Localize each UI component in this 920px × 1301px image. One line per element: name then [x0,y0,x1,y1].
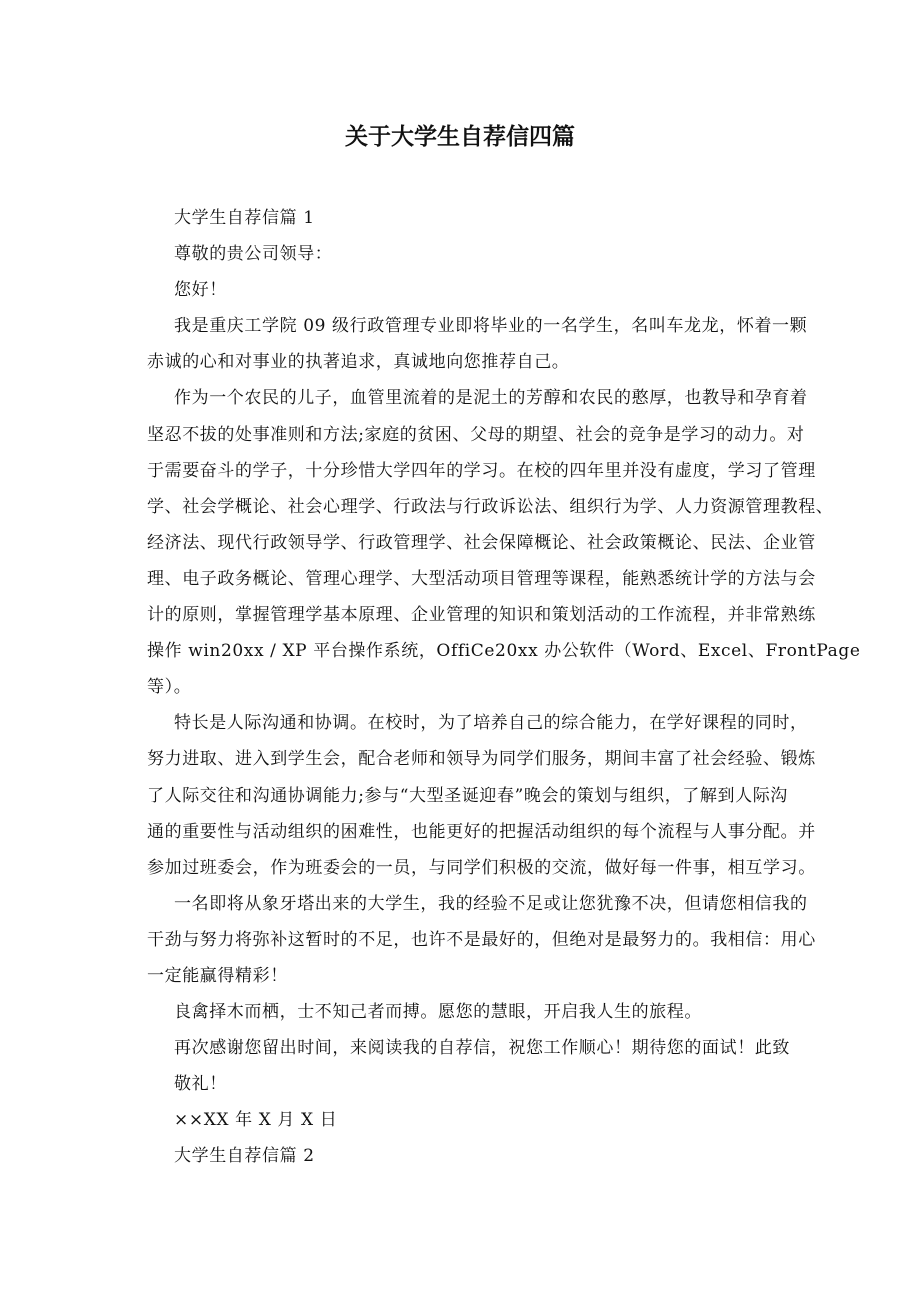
text-line: 学、社会学概论、社会心理学、行政法与行政诉讼法、组织行为学、人力资源管理教程、 [147,496,834,517]
text-line: 通的重要性与活动组织的困难性，也能更好的把握活动组织的每个流程与人事分配。并 [147,821,816,842]
text-line: 坚忍不拔的处事准则和方法;家庭的贫困、父母的期望、社会的竞争是学习的动力。对 [147,424,805,445]
text-line: 参加过班委会，作为班委会的一员，与同学们积极的交流，做好每一件事，相互学习。 [147,857,816,878]
text-line: 干劲与努力将弥补这暂时的不足，也许不是最好的，但绝对是最努力的。我相信：用心 [147,929,816,950]
text-line: 等）。 [147,677,192,698]
text-line: 赤诚的心和对事业的执著追求，真诚地向您推荐自己。 [147,352,570,373]
text-line: 了人际交往和沟通协调能力;参与“大型圣诞迎春”晚会的策划与组织，了解到人际沟 [147,785,788,806]
text-line: 于需要奋斗的学子，十分珍惜大学四年的学习。在校的四年里并没有虚度，学习了管理 [147,460,816,481]
text-line: 大学生自荐信篇 2 [174,1146,315,1167]
text-line: 操作 win20xx / XP 平台操作系统，OffiCe20xx 办公软件（Word、Excel、FrontPage [147,641,861,662]
text-line: 我是重庆工学院 09 级行政管理专业即将毕业的一名学生，名叫车龙龙，怀着一颗 [174,316,808,337]
text-line: 良禽择木而栖，士不知己者而搏。愿您的慧眼，开启我人生的旅程。 [174,1002,702,1023]
text-line: 再次感谢您留出时间，来阅读我的自荐信，祝您工作顺心！期待您的面试！此致 [174,1038,790,1059]
text-line: ××XX 年 X 月 X 日 [174,1110,338,1131]
text-line: 一名即将从象牙塔出来的大学生，我的经验不足或让您犹豫不决，但请您相信我的 [174,893,808,914]
text-line: 一定能赢得精彩！ [147,965,288,986]
text-line: 大学生自荐信篇 1 [174,208,315,228]
text-line: 计的原则，掌握管理学基本原理、企业管理的知识和策划活动的工作流程，并非常熟练 [147,605,816,626]
document-title: 关于大学生自荐信四篇 [345,124,575,150]
text-line: 经济法、现代行政领导学、行政管理学、社会保障概论、社会政策概论、民法、企业管 [147,532,816,553]
text-line: 尊敬的贵公司领导： [174,244,333,265]
text-line: 作为一个农民的儿子，血管里流着的是泥土的芳醇和农民的憨厚，也教导和孕育着 [174,388,808,409]
text-line: 特长是人际沟通和协调。在校时，为了培养自己的综合能力，在学好课程的同时， [174,713,808,734]
text-line: 理、电子政务概论、管理心理学、大型活动项目管理等课程，能熟悉统计学的方法与会 [147,568,816,589]
document-body [147,200,861,1175]
text-line: 敬礼！ [174,1074,227,1095]
text-line: 您好！ [174,280,227,301]
text-line: 努力进取、进入到学生会，配合老师和领导为同学们服务，期间丰富了社会经验、锻炼 [147,749,816,770]
